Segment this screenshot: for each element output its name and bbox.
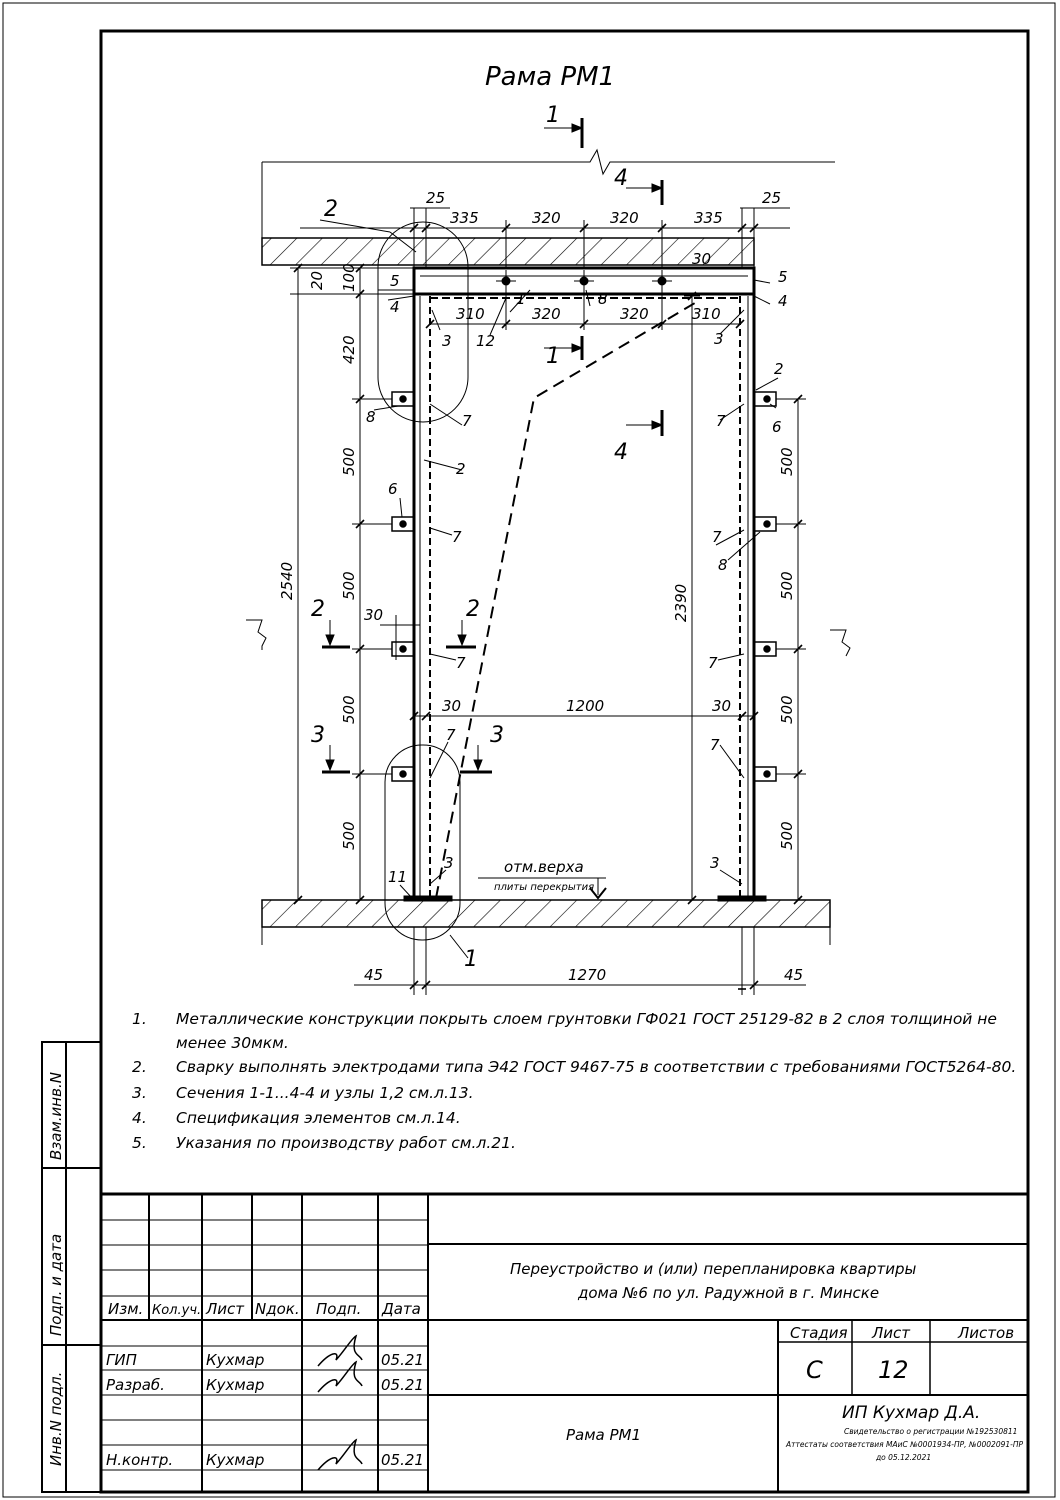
top-slab [262, 238, 754, 265]
tb-sheet-label: Лист [872, 1324, 911, 1342]
dim-left-500-2: 500 [340, 571, 358, 600]
callout-7-right-4: 7 [710, 736, 720, 754]
stamp-vzam: Взам.инв.N [47, 1072, 65, 1160]
tb-row-3-name: Кухмар [206, 1451, 265, 1469]
callout-7-left-2: 7 [452, 528, 462, 546]
dim-right-500-2: 500 [778, 571, 796, 600]
section-marks [322, 118, 662, 898]
dim-inner-320-b: 320 [620, 305, 649, 323]
tb-row-1-date: 05.21 [381, 1351, 424, 1369]
dim-top-320-b: 320 [610, 209, 639, 227]
detail-callouts [378, 222, 468, 958]
callout-12: 12 [476, 332, 496, 350]
dim-left-500-4: 500 [340, 821, 358, 850]
callout-11: 11 [388, 868, 408, 886]
dim-100: 100 [340, 263, 358, 292]
callout-5-right: 5 [778, 268, 788, 286]
dim-top-25-r: 25 [762, 189, 782, 207]
tb-header-ndok: Nдок. [255, 1300, 300, 1318]
dim-bot-45-l: 45 [364, 966, 384, 984]
dim-bot-45-r: 45 [784, 966, 804, 984]
callout-6-right: 6 [772, 418, 782, 436]
dim-left-500-3: 500 [340, 695, 358, 724]
callout-3-bottom-right: 3 [710, 854, 720, 872]
dim-mid-1200: 1200 [566, 697, 605, 715]
wall-plates-right [754, 392, 776, 781]
dim-bot-1270: 1270 [568, 966, 607, 984]
tb-header-koluch: Кол.уч. [152, 1303, 202, 1318]
section-mark-2-right: 2 [466, 597, 480, 622]
section-mark-3-left: 3 [311, 723, 325, 748]
tb-project-line2: дома №6 по ул. Радужной в г. Минске [578, 1284, 880, 1302]
tb-row-2-role: Разраб. [106, 1376, 165, 1394]
tb-row-1-name: Кухмар [206, 1351, 265, 1369]
tb-row-3-role: Н.контр. [106, 1451, 174, 1469]
drawing-title: Рама РМ1 [485, 62, 616, 92]
note-2-text: Сварку выполнять электродами типа Э42 ГОСТ 9467-75 в соответствии с требованиями ГОСТ5264-80. [176, 1058, 1017, 1076]
tb-sheet-value: 12 [878, 1356, 909, 1384]
tb-org: ИП Кухмар Д.А. [842, 1403, 981, 1423]
tb-stage-label: Стадия [790, 1324, 848, 1342]
section-mark-1-mid: 1 [546, 344, 560, 369]
tb-header-izm: Изм. [108, 1300, 144, 1318]
callout-4-right: 4 [778, 292, 788, 310]
callout-3-bottom-left: 3 [444, 854, 454, 872]
tb-org-line2: Аттестаты соответствия МАиС №0001934-ПР, №0002091-ПР [786, 1440, 1024, 1449]
callout-6-left: 6 [388, 480, 398, 498]
note-3-num: 3. [132, 1084, 147, 1102]
callout-3-right: 3 [714, 330, 724, 348]
frame-rm1 [404, 268, 766, 901]
callout-7-left-1: 7 [462, 412, 472, 430]
tb-row-3-date: 05.21 [381, 1451, 424, 1469]
dim-mid-30-r: 30 [712, 697, 732, 715]
level-mark: отм.верха [504, 858, 584, 876]
callout-7-right-3: 7 [708, 654, 718, 672]
tb-row-1-role: ГИП [106, 1351, 137, 1369]
callout-1-bottom: 1 [464, 947, 478, 972]
section-mark-4-mid: 4 [614, 440, 628, 465]
note-4-num: 4. [132, 1109, 147, 1127]
bottom-slab [262, 900, 830, 927]
note-5-num: 5. [132, 1134, 147, 1152]
tb-header-data: Дата [382, 1300, 421, 1318]
callout-7-left-3: 7 [456, 654, 466, 672]
dim-mid-30-l: 30 [442, 697, 462, 715]
callout-8-left: 8 [366, 408, 376, 426]
callout-2-right: 2 [774, 360, 784, 378]
dim-top-320-a: 320 [532, 209, 561, 227]
callout-8-right: 8 [718, 556, 728, 574]
tb-row-2-name: Кухмар [206, 1376, 265, 1394]
tb-sheets-label: Листов [958, 1324, 1015, 1342]
dim-420: 420 [340, 335, 358, 364]
dim-right-500-4: 500 [778, 821, 796, 850]
dim-top-25-l: 25 [426, 189, 446, 207]
dim-2390: 2390 [672, 583, 690, 622]
wall-plates-left [392, 392, 414, 781]
tb-stage-value: С [806, 1356, 823, 1384]
section-mark-4-top: 4 [614, 166, 628, 191]
level-mark-sub: плиты перекрытия [494, 882, 595, 893]
tb-project-line1: Переустройство и (или) перепланировка квартиры [510, 1260, 917, 1278]
note-3-text: Сечения 1-1...4-4 и узлы 1,2 см.л.13. [176, 1084, 474, 1102]
note-1-num: 1. [132, 1010, 147, 1028]
dim-top-335-r: 335 [694, 209, 723, 227]
tb-sheet-name: Рама РМ1 [566, 1426, 642, 1444]
callout-1-top: 1 [516, 290, 526, 308]
dim-right-500-3: 500 [778, 695, 796, 724]
callout-5-left: 5 [390, 272, 400, 290]
callout-7-left-4: 7 [446, 726, 456, 744]
callout-2-mid: 2 [456, 460, 466, 478]
dim-30-left: 30 [364, 606, 384, 624]
stamp-podp: Подп. и дата [47, 1233, 65, 1336]
dim-inner-320-a: 320 [532, 305, 561, 323]
callout-8-top: 8 [598, 290, 608, 308]
dim-left-500-1: 500 [340, 447, 358, 476]
tb-header-podp: Подп. [316, 1300, 362, 1318]
note-5-text: Указания по производству работ см.л.21. [176, 1134, 516, 1152]
tb-row-2-date: 05.21 [381, 1376, 424, 1394]
dim-right-500-1: 500 [778, 447, 796, 476]
note-1-cont: менее 30мкм. [176, 1034, 289, 1052]
callout-3-left: 3 [442, 332, 452, 350]
section-mark-1-top: 1 [546, 103, 560, 128]
callout-4-left: 4 [390, 298, 400, 316]
callout-7-right-2: 7 [712, 528, 722, 546]
note-1-text: Металлические конструкции покрыть слоем грунтовки ГФ021 ГОСТ 25129-82 в 2 слоя толщиной не [176, 1010, 997, 1028]
stamp-inv: Инв.N подл. [47, 1371, 65, 1466]
notes [132, 1010, 1016, 1152]
tb-org-line3: до 05.12.2021 [876, 1453, 932, 1462]
tb-header-list: Лист [206, 1300, 245, 1318]
dim-2540: 2540 [278, 561, 296, 600]
note-4-text: Спецификация элементов см.л.14. [176, 1109, 461, 1127]
tb-org-line1: Свидетельство о регистрации №192530811 [844, 1427, 1018, 1436]
section-mark-2-left: 2 [311, 597, 325, 622]
dim-inner-310-l: 310 [456, 305, 485, 323]
section-mark-3-right: 3 [490, 723, 504, 748]
dim-top-335-l: 335 [450, 209, 479, 227]
dim-30-top: 30 [692, 250, 712, 268]
dim-inner-310-r: 310 [692, 305, 721, 323]
dim-20: 20 [308, 270, 326, 290]
callout-2-top: 2 [324, 197, 338, 222]
signatures [318, 1336, 362, 1470]
note-2-num: 2. [132, 1058, 147, 1076]
callout-7-right-1: 7 [716, 412, 726, 430]
